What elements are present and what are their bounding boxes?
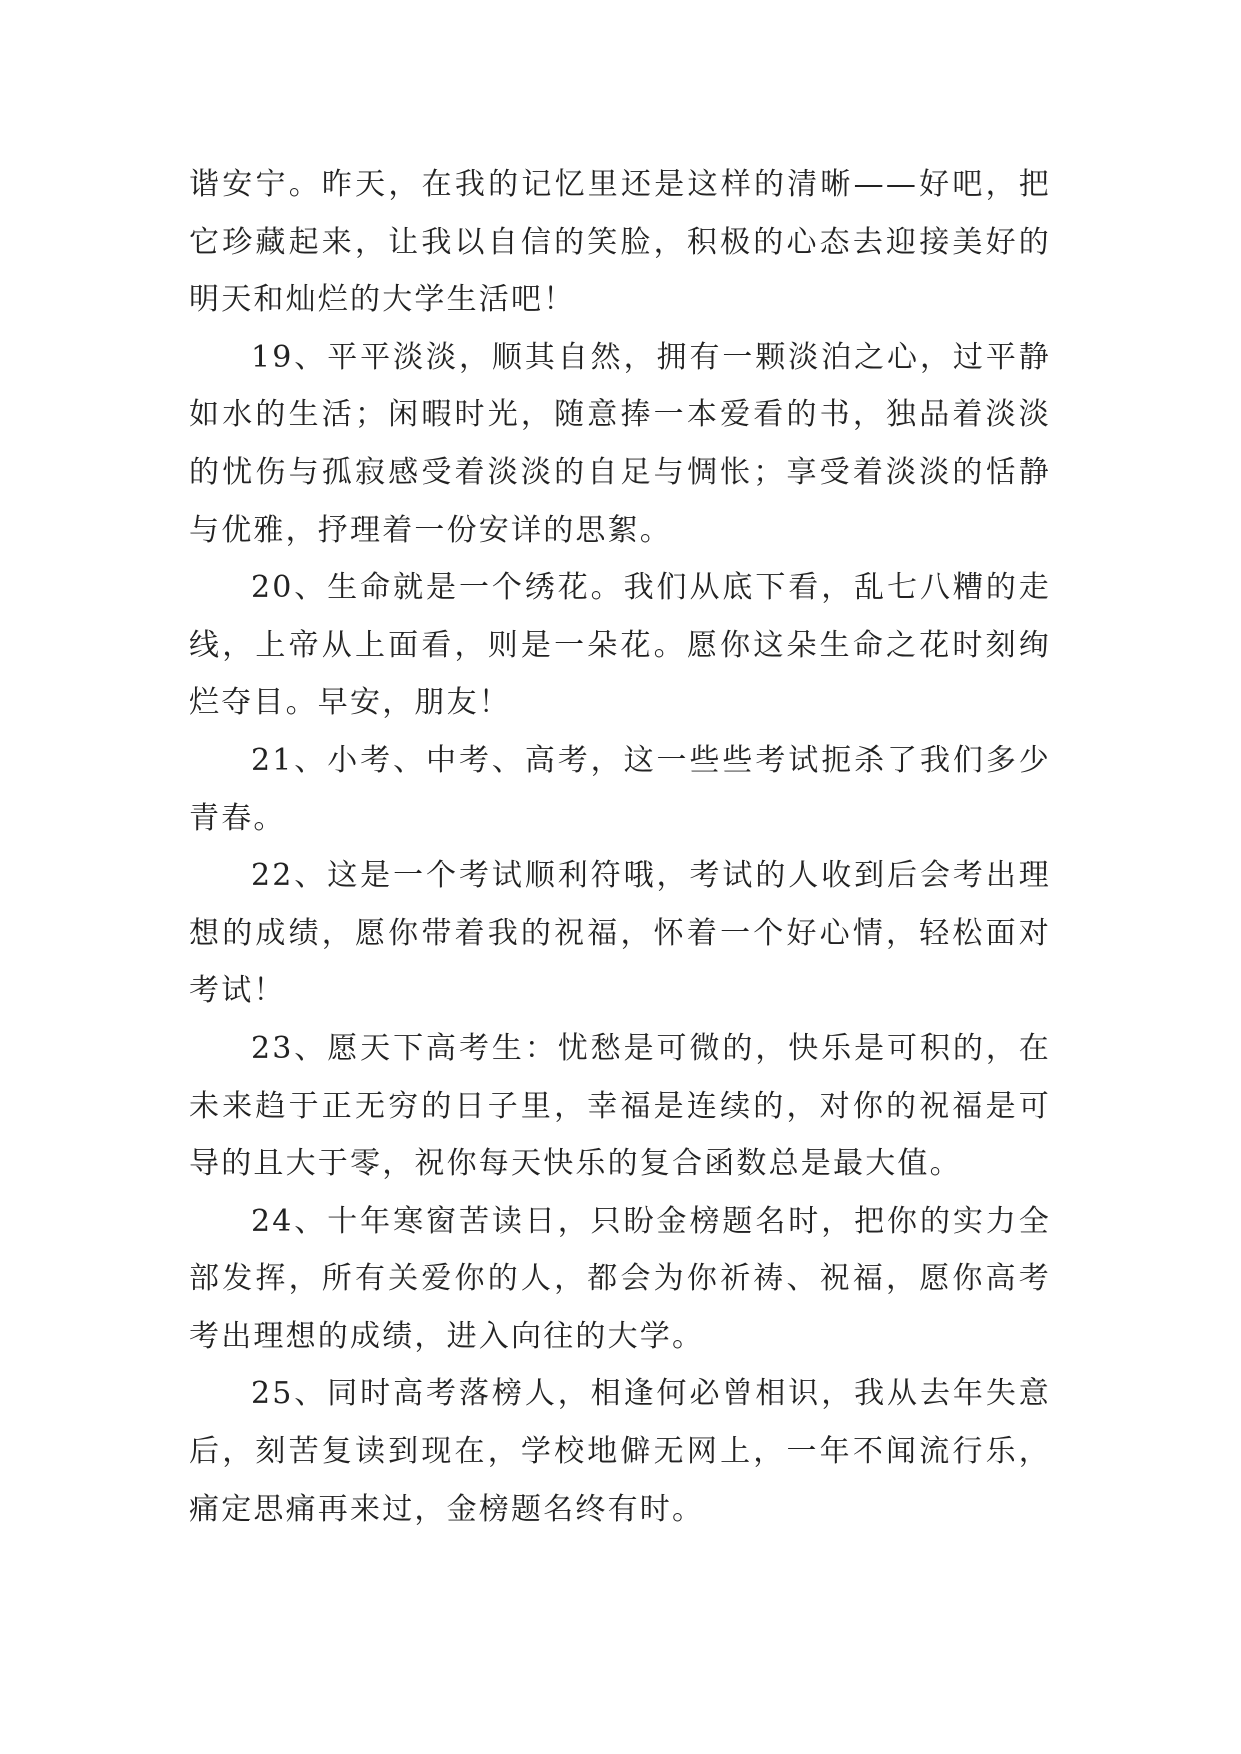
paragraph-item-20: 20、生命就是一个绣花。我们从底下看，乱七八糟的走线，上帝从上面看，则是一朵花。愿你这朵生命之花时刻绚烂夺目。早安，朋友！: [189, 570, 1051, 721]
paragraph-continuation: 谐安宁。昨天，在我的记忆里还是这样的清晰——好吧，把它珍藏起来，让我以自信的笑脸，积极的心态去迎接美好的明天和灿烂的大学生活吧！: [189, 167, 1051, 318]
paragraph-item-19: 19、平平淡淡，顺其自然，拥有一颗淡泊之心，过平静如水的生活；闲暇时光，随意捧一本爱看的书，独品着淡淡的忧伤与孤寂感受着淡淡的自足与惆怅；享受着淡淡的恬静与优雅，抒理着一份安详的思絮。: [189, 339, 1051, 548]
paragraph-item-23: 23、愿天下高考生：忧愁是可微的，快乐是可积的，在未来趋于正无穷的日子里，幸福是连续的，对你的祝福是可导的且大于零，祝你每天快乐的复合函数总是最大值。: [189, 1030, 1051, 1182]
paragraph-item-25: 25、同时高考落榜人，相逢何必曾相识，我从去年失意后，刻苦复读到现在，学校地僻无网上，一年不闻流行乐，痛定思痛再来过，金榜题名终有时。: [189, 1376, 1051, 1527]
paragraph-item-22: 22、这是一个考试顺利符哦，考试的人收到后会考出理想的成绩，愿你带着我的祝福，怀着一个好心情，轻松面对考试！: [189, 858, 1051, 1009]
paragraph-item-24: 24、十年寒窗苦读日，只盼金榜题名时，把你的实力全部发挥，所有关爱你的人，都会为你祈祷、祝福，愿你高考考出理想的成绩，进入向往的大学。: [189, 1203, 1051, 1354]
document-body: [189, 156, 1051, 1538]
paragraph-item-21: 21、小考、中考、高考，这一些些考试扼杀了我们多少青春。: [189, 742, 1051, 836]
